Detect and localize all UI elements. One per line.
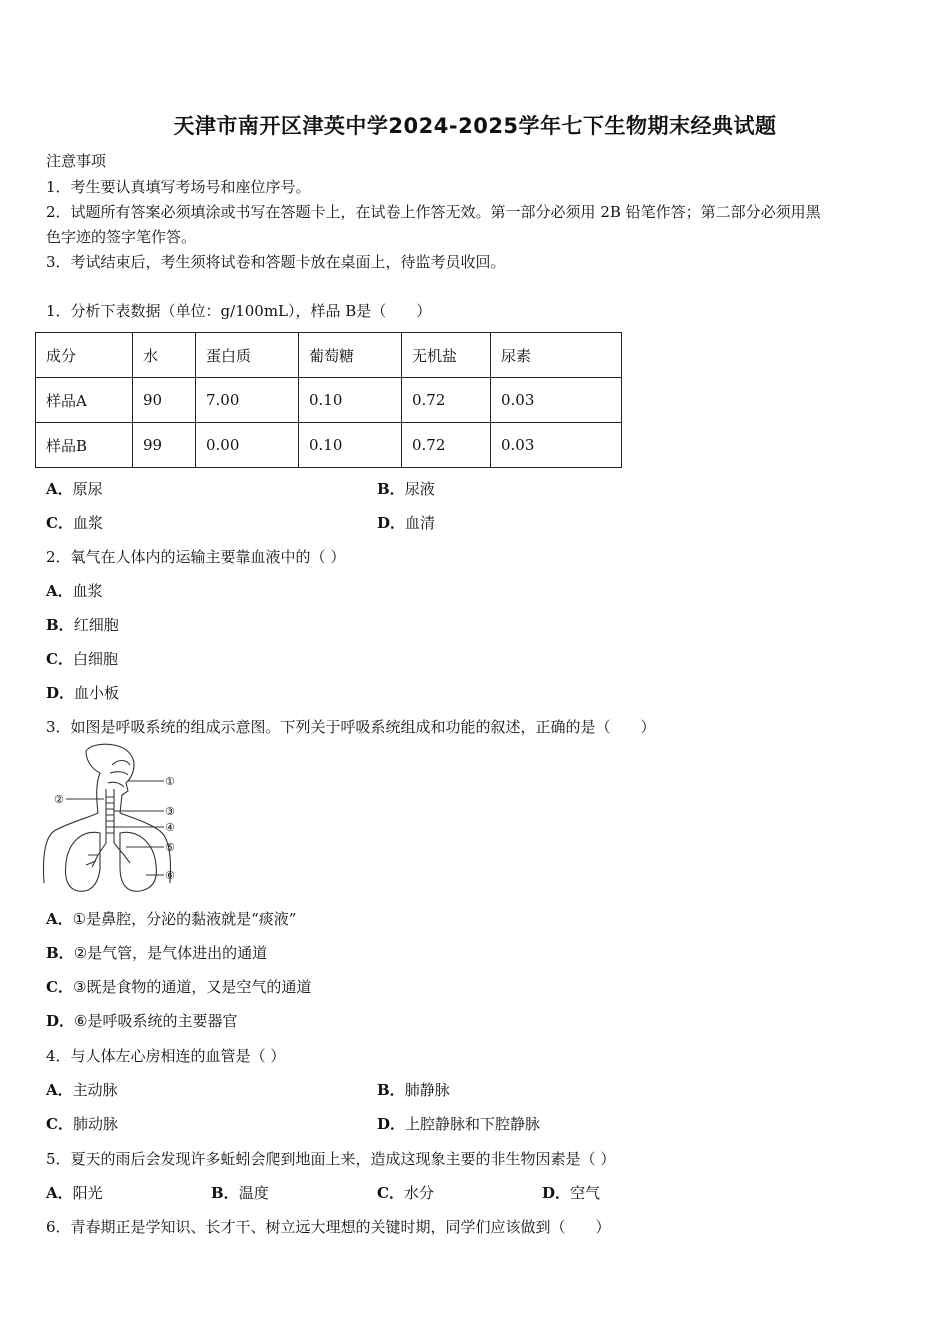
table-header-cell: 蛋白质 [196,333,299,378]
q5-stem: 5．夏天的雨后会发现许多蚯蚓会爬到地面上来，造成这现象主要的非生物因素是（ ） [46,1150,616,1168]
option-text: 阳光 [72,1184,103,1202]
option-text: 上腔静脉和下腔静脉 [405,1115,541,1133]
q1-option-a[interactable] [46,479,103,499]
q5-option-d[interactable] [542,1183,600,1203]
q3-option-d[interactable] [46,1011,237,1031]
q2-option-a[interactable] [46,581,103,601]
q3-stem: 3．如图是呼吸系统的组成示意图。下列关于呼吸系统组成和功能的叙述，正确的是（ ） [46,718,656,736]
table-cell: 0.72 [402,378,491,423]
diagram-label-1: ① [165,775,175,788]
q5-option-a[interactable] [46,1183,103,1203]
option-text: 血小板 [74,684,120,702]
option-letter: D． [377,1115,406,1133]
q4-option-c[interactable] [46,1114,118,1134]
q1-option-b[interactable] [377,479,435,499]
option-text: 水分 [403,1184,434,1202]
table-cell: 0.03 [491,423,622,468]
table-cell: 样品B [36,423,133,468]
option-letter: D． [46,684,75,702]
option-text: 空气 [570,1184,601,1202]
diagram-label-4: ④ [165,821,175,834]
option-letter: A． [46,910,73,928]
table-cell: 0.10 [299,378,402,423]
q1-option-d[interactable] [377,513,435,533]
option-text: 原尿 [72,480,103,498]
table-cell: 0.03 [491,378,622,423]
table-cell: 0.72 [402,423,491,468]
option-letter: C． [46,514,73,532]
option-text: 白细胞 [72,650,118,668]
option-text: ②是气管，是气体进出的通道 [73,944,268,962]
option-text: ③既是食物的通道，又是空气的通道 [72,978,312,996]
option-text: 血浆 [72,582,103,600]
notice-item-1: 1．考生要认真填写考场号和座位序号。 [46,178,311,196]
q5-option-c[interactable] [377,1183,434,1203]
table-header-cell: 水 [133,333,196,378]
option-letter: C． [46,978,73,996]
option-letter: D． [542,1184,571,1202]
table-header-cell: 葡萄糖 [299,333,402,378]
q3-option-b[interactable] [46,943,267,963]
option-text: ①是鼻腔，分泌的黏液就是“痰液” [72,910,297,928]
option-letter: B． [211,1184,239,1202]
option-letter: B． [46,944,74,962]
q2-option-c[interactable] [46,649,118,669]
q1-stem: 1．分析下表数据（单位：g/100mL），样品 B是（ ） [46,302,432,320]
q2-stem: 2．氧气在人体内的运输主要靠血液中的（ ） [46,548,346,566]
q4-option-d[interactable] [377,1114,540,1134]
table-cell: 7.00 [196,378,299,423]
option-text: 肺静脉 [404,1081,450,1099]
q4-stem: 4．与人体左心房相连的血管是（ ） [46,1047,286,1065]
diagram-label-3: ③ [165,805,175,818]
option-letter: B． [46,616,74,634]
notice-item-2: 2．试题所有答案必须填涂或书写在答题卡上，在试卷上作答无效。第一部分必须用 2B 铅笔作答；第二部分必须用黑 [46,203,821,221]
table-row [36,378,622,423]
option-text: 主动脉 [72,1081,118,1099]
option-text: 温度 [238,1184,269,1202]
option-letter: B． [377,1081,405,1099]
q1-data-table [35,332,622,468]
table-cell: 90 [133,378,196,423]
option-letter: C． [377,1184,404,1202]
q4-option-b[interactable] [377,1080,450,1100]
q4-option-a[interactable] [46,1080,118,1100]
option-text: 肺动脉 [72,1115,118,1133]
table-cell: 0.10 [299,423,402,468]
diagram-leader-lines [66,781,164,875]
option-text: 红细胞 [73,616,119,634]
option-letter: D． [46,1012,75,1030]
q3-option-c[interactable] [46,977,311,997]
notice-item-3: 3．考试结束后，考生须将试卷和答题卡放在桌面上，待监考员收回。 [46,253,506,271]
option-letter: D． [377,514,406,532]
option-letter: A． [46,480,73,498]
table-header-cell: 成分 [36,333,133,378]
option-letter: B． [377,480,405,498]
diagram-label-6: ⑥ [165,869,175,882]
option-text: 血浆 [72,514,103,532]
option-letter: C． [46,1115,73,1133]
table-header-cell: 无机盐 [402,333,491,378]
exam-title: 天津市南开区津英中学2024-2025学年七下生物期末经典试题 [173,114,777,138]
notice-item-2-cont: 色字迹的签字笔作答。 [46,228,197,246]
option-text: 尿液 [404,480,435,498]
q6-stem: 6．青春期正是学知识、长才干、树立远大理想的关键时期，同学们应该做到（ ） [46,1218,611,1236]
q1-option-c[interactable] [46,513,103,533]
option-text: 血清 [405,514,436,532]
diagram-label-5: ⑤ [165,841,175,854]
option-letter: A． [46,1081,73,1099]
option-letter: C． [46,650,73,668]
q3-option-a[interactable] [46,909,296,929]
q2-option-b[interactable] [46,615,119,635]
table-cell: 99 [133,423,196,468]
table-cell: 0.00 [196,423,299,468]
option-letter: A． [46,1184,73,1202]
table-cell: 样品A [36,378,133,423]
table-header-row [36,333,622,378]
table-header-cell: 尿素 [491,333,622,378]
option-text: ⑥是呼吸系统的主要器官 [74,1012,238,1030]
option-letter: A． [46,582,73,600]
diagram-label-2: ② [54,793,64,806]
table-row [36,423,622,468]
q5-option-b[interactable] [211,1183,269,1203]
diagram-outline [43,744,170,891]
q2-option-d[interactable] [46,683,119,703]
notice-heading: 注意事项 [46,152,107,170]
respiratory-system-diagram [38,743,183,895]
